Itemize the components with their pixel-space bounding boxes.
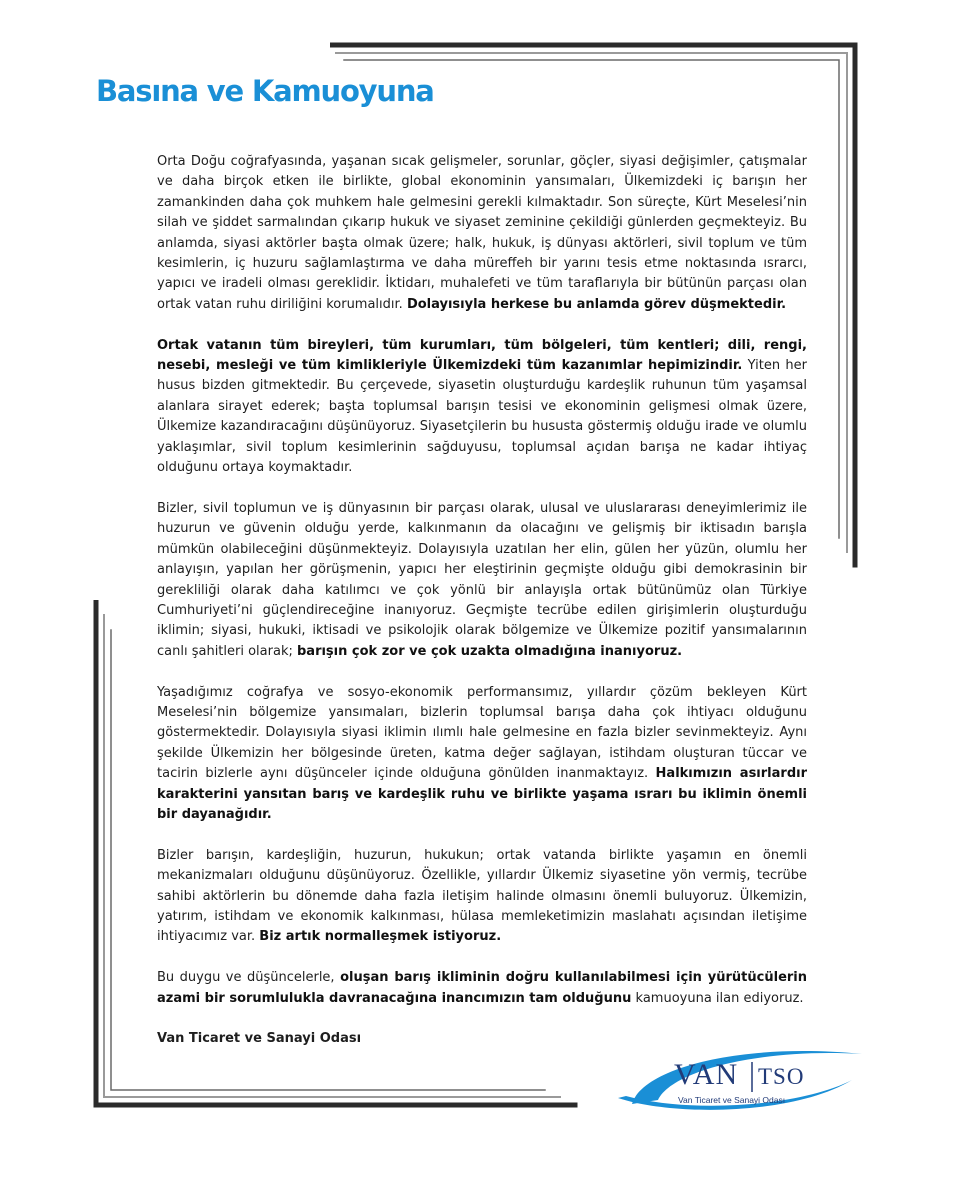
paragraph-4 — [157, 683, 807, 826]
statement-body — [157, 152, 807, 1070]
logo-subtitle: Van Ticaret ve Sanayi Odası — [678, 1095, 786, 1105]
paragraph-text: Orta Doğu coğrafyasında, yaşanan sıcak gelişmeler, sorunlar, göçler, siyasi değişimler, çatışmalar ve daha birçok etken ile birlikte, global ekonominin yansımaları, Ülkemizdeki iç barışın her zamankinden daha çok muhkem hale gelmesini gerekli kılmaktadır. Son süreçte, Kürt Meselesi’nin silah ve şiddet sarmalından çıkarıp hukuk ve siyaset zeminine çekildiği günlerden geçmekteyiz. Bu anlamda, siyasi aktörler başta olmak üzere; halk, hukuk, iş dünyası aktörleri, sivil toplum ve tüm kesimlerin, iç huzuru sağlamlaştırma ve daha müreffeh bir yarını tesis etme noktasında ısrarcı, yapıcı ve iradeli olması gereklidir. İktidarı, muhalefeti ve tüm taraflarıyla bir bütünün parçası olan ortak vatan ruhu diriliğini korumalıdır. — [157, 154, 807, 312]
paragraph-3 — [157, 499, 807, 662]
paragraph-emphasis: barışın çok zor ve çok uzakta olmadığına inanıyoruz. — [296, 643, 683, 659]
paragraph-2 — [157, 336, 807, 479]
paragraph-text: Bizler barışın, kardeşliğin, huzurun, hukukun; ortak vatanda birlikte yaşamın en önemli mekanizmaları olduğunu düşünüyoruz. Özellikle, yıllardır Ülkemiz siyasetine yön vermiş, tecrübe sahibi aktörlerin bu dönemde daha fazla iletişim halinde olmasını önemli buluyoruz. Ülkemizin, yatırım, istihdam ve ekonomik kalkınması, hülasa memleketimizin maslahatı açısından iletişime ihtiyacımız var. — [157, 847, 807, 945]
paragraph-text: kamuoyuna ilan ediyoruz. — [631, 990, 804, 1006]
paragraph-emphasis: Ortak vatanın tüm bireyleri, tüm kurumları, tüm bölgeleri, tüm kentleri; dili, rengi, nesebi, mesleği ve tüm kimlikleriyle Ülkemizdeki tüm kazanımlar hepimizindir. — [157, 337, 807, 374]
paragraph-1 — [157, 152, 807, 315]
logo-van-text: VAN — [674, 1058, 739, 1091]
paragraph-5 — [157, 846, 807, 948]
paragraph-6 — [157, 968, 807, 1009]
paragraph-emphasis: oluşan barış ikliminin doğru kullanılabilmesi için yürütücülerin azami bir sorumlulukla davranacağına inancımızın tam olduğunu — [157, 970, 808, 1006]
paragraph-text: Bizler, sivil toplumun ve iş dünyasının bir parçası olarak, ulusal ve uluslararası deneyimlerimiz ile huzurun ve güvenin olduğu yerde, kalkınmanın da olacağını ve gelişmiş bir iktisadın barışla mümkün olabileceğini düşünmekteyiz. Dolayısıyla uzatılan her elin, gülen her yüzün, olumlu her anlayışın, yapılan her görüşmenin, yapıcı her eleştirinin geçmişte olduğu gibi demokrasinin bir gerekliliği olarak daha katılımcı ve çok yönlü bir anlayışla ortak bütünümüz olan Türkiye Cumhuriyeti’ni güçlendireceğine inanıyoruz. Geçmişte tecrübe edilen girişimlerin oluşturduğu iklimin; siyasi, hukuki, iktisadi ve psikolojik olarak bölgemize ve Ülkemize pozitif yansımalarının canlı şahitleri olarak; — [157, 500, 807, 659]
paragraph-text: Yiten her husus bizden gitmektedir. Bu çerçevede, siyasetin oluşturduğu kardeşlik ruhunun tüm yaşamsal alanlara sirayet ederek; başta toplumsal barışın tesisi ve ekonominin gelişmesi olmak üzere, Ülkemize kazandıracağını düşünüyoruz. Siyasetçilerin bu hususta göstermiş olduğu irade ve olumlu yaklaşımlar, sivil toplum kesimlerinin sağduyusu, toplumsal açıdan barışa ne kadar ihtiyaç olduğunu ortaya koymaktadır. — [157, 358, 807, 476]
paragraph-text: Yaşadığımız coğrafya ve sosyo-ekonomik performansımız, yıllardır çözüm bekleyen Kürt Meselesi’nin bölgemize yansımaları, bizlerin toplumsal barışa daha çok ihtiyacı olduğunu göstermektedir. Dolayısıyla siyasi iklimin ılımlı hale gelmesine en fazla bizler sevinmekteyiz. Aynı şekilde Ülkemizin her bölgesinde üreten, katma değer sağlayan, istihdam oluşturan tüccar ve tacirin bizlerle aynı düşünceler içinde olduğuna gönülden inanmaktayız. — [157, 684, 807, 782]
paragraph-emphasis: Dolayısıyla herkese bu anlamda görev düşmektedir. — [406, 296, 787, 312]
logo-tso-text: TSO — [758, 1064, 805, 1089]
vantso-logo — [612, 1040, 864, 1116]
signature: Van Ticaret ve Sanayi Odası — [157, 1031, 362, 1047]
paragraph-text: Bu duygu ve düşüncelerle, — [157, 970, 341, 986]
paragraph-emphasis: Halkımızın asırlardır karakterini yansıtan barış ve kardeşlik ruhu ve birlikte yaşama ısrarı bu iklimin önemli bir dayanağıdır. — [157, 766, 807, 822]
paragraph-emphasis: Biz artık normalleşmek istiyoruz. — [259, 929, 502, 945]
page-title: Basına ve Kamuoyuna — [96, 74, 434, 108]
